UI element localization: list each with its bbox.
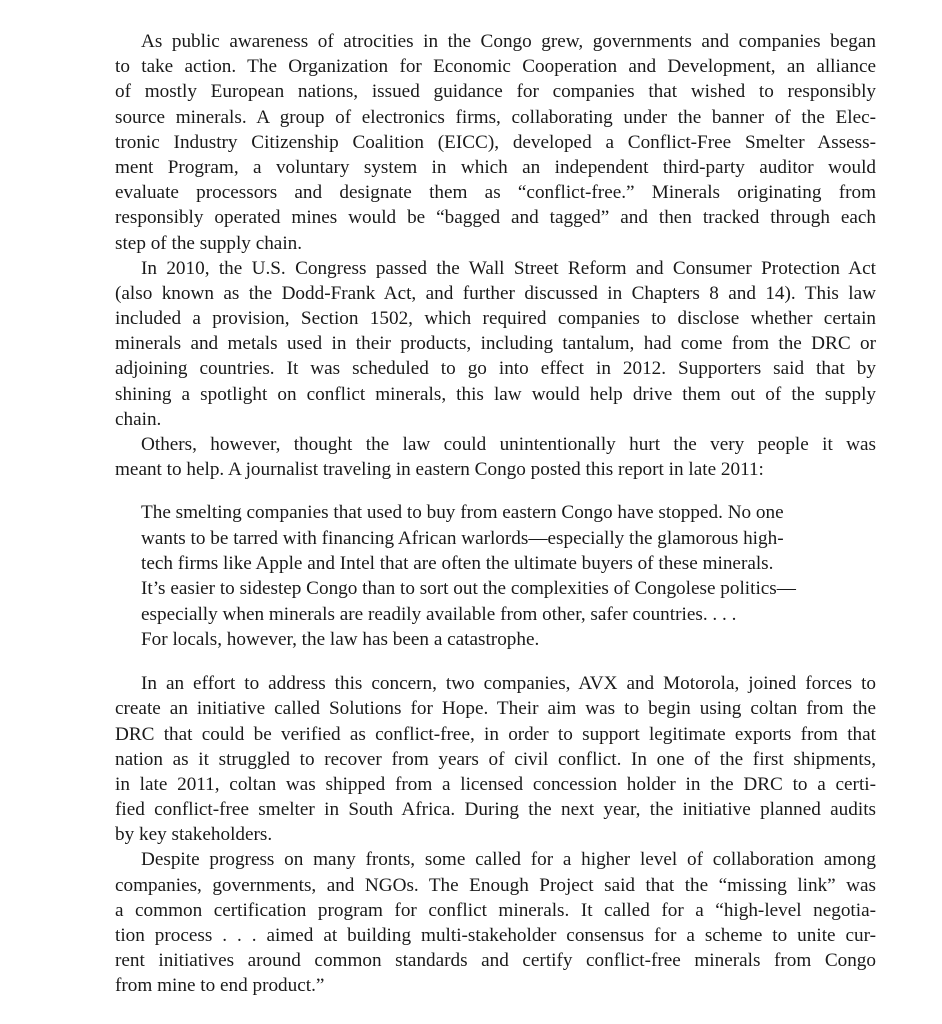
text-line: in late 2011, coltan was shipped from a licensed concession holder in the DRC to a certi- [115,773,876,795]
quote-line: especially when minerals are readily available from other, safer countries. . . . [141,603,737,625]
text-line: responsibly operated mines would be “bagged and tagged” and then tracked through each [115,207,876,229]
quote-line: wants to be tarred with financing African warlords—especially the glamorous high- [141,527,784,549]
text-line: evaluate processors and designate them as “conflict-free.” Minerals originating from [115,182,876,204]
paragraph [115,29,876,256]
text-line: meant to help. A journalist traveling in eastern Congo posted this report in late 2011: [115,459,764,481]
quote-line: For locals, however, the law has been a catastrophe. [141,628,540,650]
text-line: shining a spotlight on conflict minerals, this law would help drive them out of the supply [115,383,876,405]
text-line: tion process . . . aimed at building multi-stakeholder consensus for a scheme to unite cur- [115,925,876,947]
text-line: chain. [115,408,162,430]
text-line: adjoining countries. It was scheduled to go into effect in 2012. Supporters said that by [115,358,876,380]
paragraph [115,256,876,432]
paragraph [115,432,876,482]
text-line: As public awareness of atrocities in the Congo grew, governments and companies began [141,31,876,52]
body-text-before-quote [115,29,876,482]
text-line: included a provision, Section 1502, which required companies to disclose whether certain [115,308,876,330]
text-line: minerals and metals used in their products, including tantalum, had come from the DRC or [115,333,876,355]
text-line: fied conflict-free smelter in South Africa. During the next year, the initiative planned audits [115,799,876,821]
text-line: nation as it struggled to recover from years of civil conflict. In one of the first shipments, [115,748,876,770]
block-quote [141,500,851,652]
text-line: tronic Industry Citizenship Coalition (EICC), developed a Conflict-Free Smelter Assess- [115,131,876,153]
text-line: a common certification program for conflict minerals. It called for a “high-level negotia- [115,899,876,921]
text-line: create an initiative called Solutions for Hope. Their aim was to begin using coltan from the [115,698,876,720]
text-line: source minerals. A group of electronics firms, collaborating under the banner of the Elec- [115,106,876,128]
text-line: to take action. The Organization for Economic Cooperation and Development, an alliance [115,56,876,78]
body-text-after-quote [115,671,876,998]
text-line: by key stakeholders. [115,824,273,846]
quote-line: It’s easier to sidestep Congo than to sort out the complexities of Congolese politics— [141,578,796,600]
text-line: In 2010, the U.S. Congress passed the Wall Street Reform and Consumer Protection Act [141,257,876,279]
text-line: In an effort to address this concern, two companies, AVX and Motorola, joined forces to [141,673,876,695]
text-line: Others, however, thought the law could unintentionally hurt the very people it was [141,434,876,455]
quote-line: tech firms like Apple and Intel that are often the ultimate buyers of these minerals. [141,552,774,574]
text-line: ment Program, a voluntary system in which an independent third-party auditor would [115,156,876,178]
document-page [115,29,876,999]
quote-line: The smelting companies that used to buy from eastern Congo have stopped. No one [141,502,784,524]
paragraph [115,847,876,998]
paragraph [115,671,876,847]
text-line: rent initiatives around common standards and certify conflict-free minerals from Congo [115,950,876,972]
text-line: (also known as the Dodd-Frank Act, and further discussed in Chapters 8 and 14). This law [115,282,876,304]
text-line: of mostly European nations, issued guidance for companies that wished to responsibly [115,81,876,103]
text-line: step of the supply chain. [115,232,303,254]
text-line: DRC that could be verified as conflict-free, in order to support legitimate exports from that [115,723,876,745]
text-line: Despite progress on many fronts, some called for a higher level of collaboration among [141,849,876,871]
text-line: companies, governments, and NGOs. The Enough Project said that the “missing link” was [115,874,876,896]
text-line: from mine to end product.” [115,975,325,997]
